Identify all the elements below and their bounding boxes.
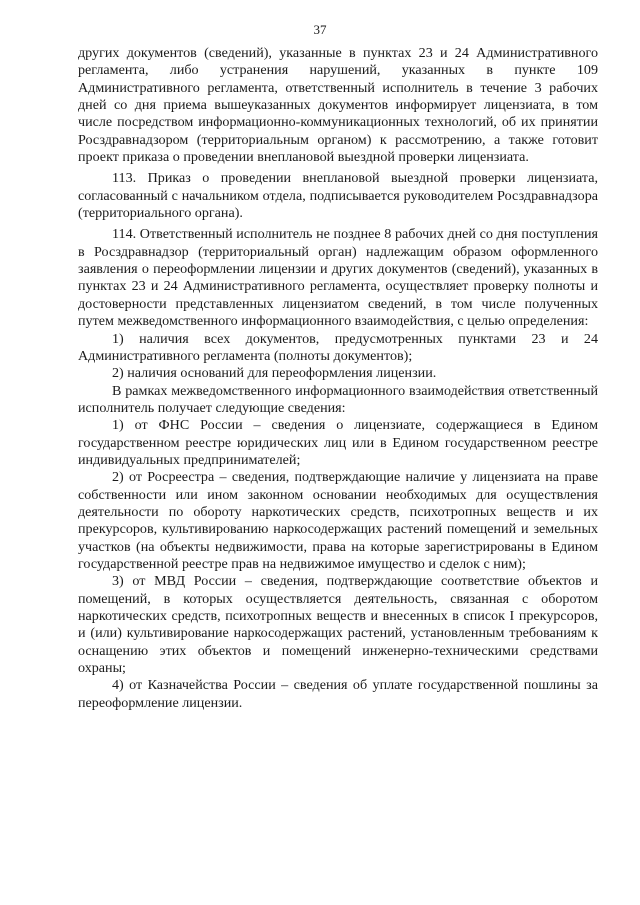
page-number: 37 (313, 22, 327, 37)
paragraph-continuation: других документов (сведений), указанные в пунктах 23 и 24 Административного регламента, либо устранения нарушений, указанных в пункте 109 Административного регламента, ответственный исполнитель в течение 3 рабочих дней со дня приема вышеуказанных документов информирует лицензиата, в том числе посредством информационно-коммуникационных технологий, об их принятии Росздравнадзором (территориальным органом) к рассмотрению, а также готовит проект приказа о проведении внеплановой выездной проверки лицензиата. (78, 45, 598, 166)
paragraph-114: 114. Ответственный исполнитель не позднее 8 рабочих дней со дня поступления в Росздравнадзор (территориальный орган) надлежащим образом оформленного заявления о переоформлении лицензии и других документов (сведений), указанных в пунктах 23 и 24 Административного регламента, осуществляет проверку полноты и достоверности представленных лицензиатом сведений, в том числе полученных путем межведомственного информационного взаимодействия, с целью определения: (78, 226, 598, 330)
document-body (78, 45, 598, 712)
list-item-treasury: 4) от Казначейства России – сведения об уплате государственной пошлины за переоформление лицензии. (78, 677, 598, 711)
list-item-fns: 1) от ФНС России – сведения о лицензиате, содержащиеся в Едином государственном реестре юридических лиц или в Едином государственном реестре индивидуальных предпринимателей; (78, 417, 598, 468)
paragraph-113: 113. Приказ о проведении внеплановой выездной проверки лицензиата, согласованный с начальником отдела, подписывается руководителем Росздравнадзора (территориального органа). (78, 170, 598, 222)
list-item-mvd: 3) от МВД России – сведения, подтверждающие соответствие объектов и помещений, в которых осуществляется деятельность, связанная с оборотом наркотических средств, психотропных веществ и внесенных в список I прекурсоров, и (или) культивирование наркосодержащих растений, установленным требованиям к оснащению этих объектов и помещений инженерно-техническими средствами охраны; (78, 573, 598, 677)
list-item-1-documents: 1) наличия всех документов, предусмотренных пунктами 23 и 24 Административного регламента (полноты документов); (78, 330, 598, 364)
paragraph-interagency: В рамках межведомственного информационного взаимодействия ответственный исполнитель получает следующие сведения: (78, 382, 598, 416)
list-item-rosreestr: 2) от Росреестра – сведения, подтверждающие наличие у лицензиата на праве собственности или ином законном основании необходимых для осуществления деятельности по обороту наркотических средств, психотропных веществ и их прекурсоров, культивированию наркосодержащих растений помещений и земельных участков (на объекты недвижимости, права на которые зарегистрированы в Едином государственной реестре прав на недвижимое имущество и сделок с ним); (78, 469, 598, 572)
list-item-2-grounds: 2) наличия оснований для переоформления лицензии. (112, 365, 437, 382)
